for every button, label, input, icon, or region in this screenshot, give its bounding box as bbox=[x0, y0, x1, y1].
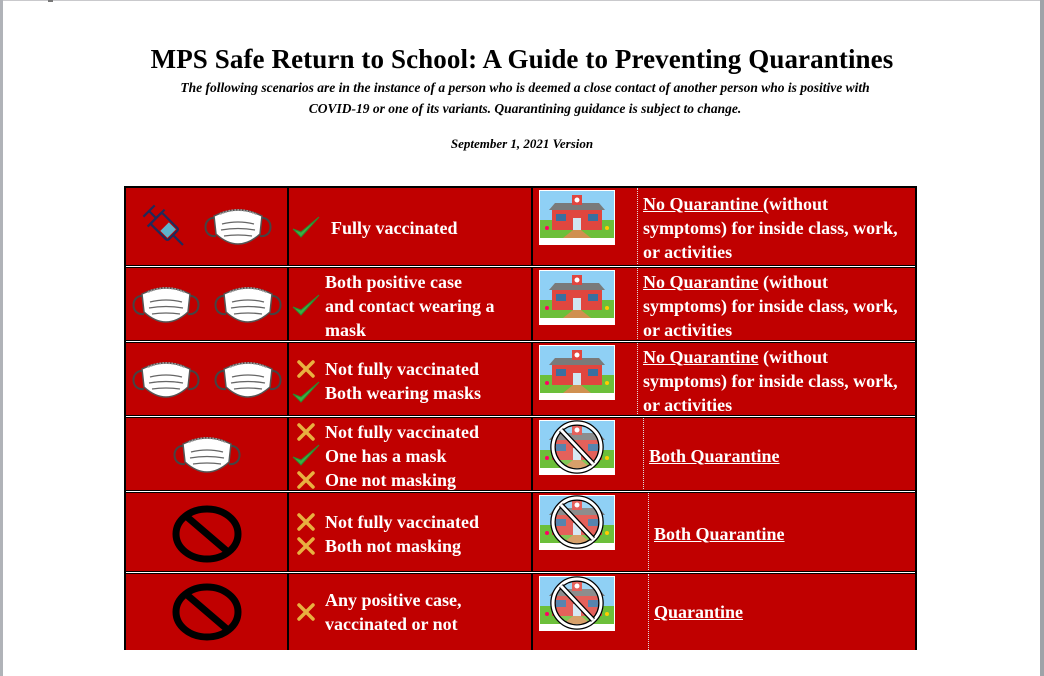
quarantine-result bbox=[643, 345, 911, 417]
dotted-divider bbox=[648, 574, 649, 650]
quarantine-result-cell bbox=[654, 493, 911, 574]
prohibited-icon bbox=[169, 582, 245, 642]
condition-line: Not fully vaccinated bbox=[325, 511, 479, 532]
dotted-divider bbox=[637, 268, 638, 343]
school-closed-icon bbox=[539, 495, 615, 550]
quarantine-status-link: Quarantine bbox=[654, 602, 744, 622]
status-marks bbox=[289, 597, 323, 627]
condition-line: Both not masking bbox=[325, 535, 462, 556]
column-divider bbox=[531, 493, 533, 574]
checkmark-icon bbox=[291, 213, 321, 243]
column-divider bbox=[531, 418, 533, 493]
vertical-scrollbar[interactable] bbox=[1040, 0, 1044, 676]
condition-line: Both positive case bbox=[325, 271, 462, 292]
cross-icon bbox=[295, 420, 317, 444]
document-title: MPS Safe Return to School: A Guide to Preventing Quarantines bbox=[150, 44, 894, 74]
quarantine-status-link: No Quarantine bbox=[643, 346, 759, 367]
school-open-icon bbox=[539, 190, 615, 245]
scenario-icons-cell bbox=[126, 188, 287, 268]
condition-line: vaccinated or not bbox=[325, 614, 458, 634]
checkmark-icon bbox=[291, 444, 321, 468]
quarantine-result-cell bbox=[643, 188, 911, 268]
scenario-conditions-cell bbox=[289, 493, 532, 574]
scenario-conditions bbox=[323, 216, 458, 240]
column-divider bbox=[531, 268, 533, 343]
cross-icon bbox=[295, 597, 317, 627]
syringe-icon bbox=[138, 200, 194, 256]
scenario-row bbox=[126, 418, 915, 493]
quarantine-result bbox=[643, 192, 911, 264]
quarantine-result-cell bbox=[649, 418, 911, 493]
scenario-conditions bbox=[323, 270, 495, 342]
school-closed-icon bbox=[539, 420, 615, 475]
column-divider bbox=[287, 418, 289, 493]
quarantine-status-link: No Quarantine bbox=[643, 271, 759, 292]
column-divider bbox=[287, 188, 289, 268]
school-closed-icon bbox=[539, 576, 615, 631]
document-subtitle bbox=[110, 77, 940, 119]
document-version: September 1, 2021 Version bbox=[450, 136, 594, 151]
scenario-row bbox=[126, 493, 915, 574]
quarantine-details: (without symptoms) for inside class, work, or activities bbox=[643, 346, 898, 415]
quarantine-result bbox=[643, 270, 911, 342]
cross-icon bbox=[295, 357, 317, 381]
condition-line: mask bbox=[325, 319, 367, 340]
cross-icon bbox=[295, 534, 317, 558]
status-marks bbox=[289, 213, 323, 243]
quarantine-result bbox=[654, 522, 785, 546]
quarantine-result-cell bbox=[643, 343, 911, 418]
condition-line: Both wearing masks bbox=[325, 382, 482, 403]
dotted-divider bbox=[648, 493, 649, 574]
mask-icon bbox=[210, 359, 286, 403]
window-left-border bbox=[0, 0, 3, 676]
checkmark-icon bbox=[291, 381, 321, 405]
status-marks bbox=[289, 420, 323, 492]
scenario-conditions-cell bbox=[289, 574, 532, 650]
school-open-icon bbox=[539, 345, 615, 400]
scenario-conditions bbox=[323, 420, 479, 492]
scenario-conditions-cell bbox=[289, 268, 532, 343]
scenario-row bbox=[126, 188, 915, 268]
column-divider bbox=[287, 268, 289, 343]
mask-icon bbox=[128, 359, 204, 403]
dotted-divider bbox=[637, 343, 638, 418]
scenario-row bbox=[126, 574, 915, 650]
scenario-conditions-cell bbox=[289, 188, 532, 268]
column-divider bbox=[531, 343, 533, 418]
column-divider bbox=[531, 574, 533, 650]
window-top-border bbox=[0, 0, 1044, 1]
cross-icon bbox=[295, 468, 317, 492]
scenario-icons-cell bbox=[126, 343, 287, 418]
quarantine-result-cell bbox=[643, 268, 911, 343]
condition-line: One not masking bbox=[325, 469, 457, 490]
quarantine-status-link: Both Quarantine bbox=[649, 445, 780, 466]
scenario-icons-cell bbox=[126, 493, 287, 574]
quarantine-result bbox=[654, 600, 743, 624]
dotted-divider bbox=[643, 418, 644, 493]
quarantine-result-cell bbox=[654, 574, 911, 650]
condition-line: One has a mask bbox=[325, 445, 447, 466]
scenario-conditions bbox=[323, 588, 462, 636]
school-open-icon bbox=[539, 270, 615, 325]
status-marks bbox=[289, 357, 323, 405]
scenario-icons-cell bbox=[126, 268, 287, 343]
status-marks bbox=[289, 291, 323, 321]
mask-icon bbox=[128, 284, 204, 328]
scenario-icons-cell bbox=[126, 418, 287, 493]
column-divider bbox=[287, 343, 289, 418]
condition-line: and contact wearing a bbox=[325, 295, 495, 316]
condition-line: Any positive case, bbox=[325, 590, 462, 610]
scenario-table bbox=[124, 186, 917, 650]
quarantine-result bbox=[649, 444, 780, 468]
mask-icon bbox=[210, 284, 286, 328]
scenario-conditions bbox=[323, 510, 479, 558]
quarantine-status-link: Both Quarantine bbox=[654, 523, 785, 544]
condition-line: Not fully vaccinated bbox=[325, 358, 479, 379]
ruler-marker bbox=[48, 0, 53, 2]
mask-icon bbox=[200, 206, 276, 250]
scenario-conditions bbox=[323, 357, 481, 405]
scenario-conditions-cell bbox=[289, 418, 532, 493]
condition-line: Not fully vaccinated bbox=[325, 421, 479, 442]
dotted-divider bbox=[637, 188, 638, 268]
column-divider bbox=[531, 188, 533, 268]
prohibited-icon bbox=[169, 504, 245, 564]
scenario-icons-cell bbox=[126, 574, 287, 650]
scenario-row bbox=[126, 343, 915, 418]
column-divider bbox=[287, 493, 289, 574]
scenario-row bbox=[126, 268, 915, 343]
subtitle-line-1: The following scenarios are in the instance of a person who is deemed a close contact of another person who is positive with bbox=[180, 80, 870, 95]
quarantine-details: (without symptoms) for inside class, work, or activities bbox=[643, 194, 898, 262]
status-marks bbox=[289, 510, 323, 558]
checkmark-icon bbox=[291, 291, 321, 321]
mask-icon bbox=[169, 434, 245, 478]
condition-line: Fully vaccinated bbox=[331, 218, 458, 238]
cross-icon bbox=[295, 510, 317, 534]
subtitle-line-2: COVID-19 or one of its variants. Quarantining guidance is subject to change. bbox=[308, 101, 742, 116]
scenario-conditions-cell bbox=[289, 343, 532, 418]
column-divider bbox=[287, 574, 289, 650]
quarantine-details: (without symptoms) for inside class, work, or activities bbox=[643, 271, 898, 340]
quarantine-status-link: No Quarantine bbox=[643, 194, 764, 214]
